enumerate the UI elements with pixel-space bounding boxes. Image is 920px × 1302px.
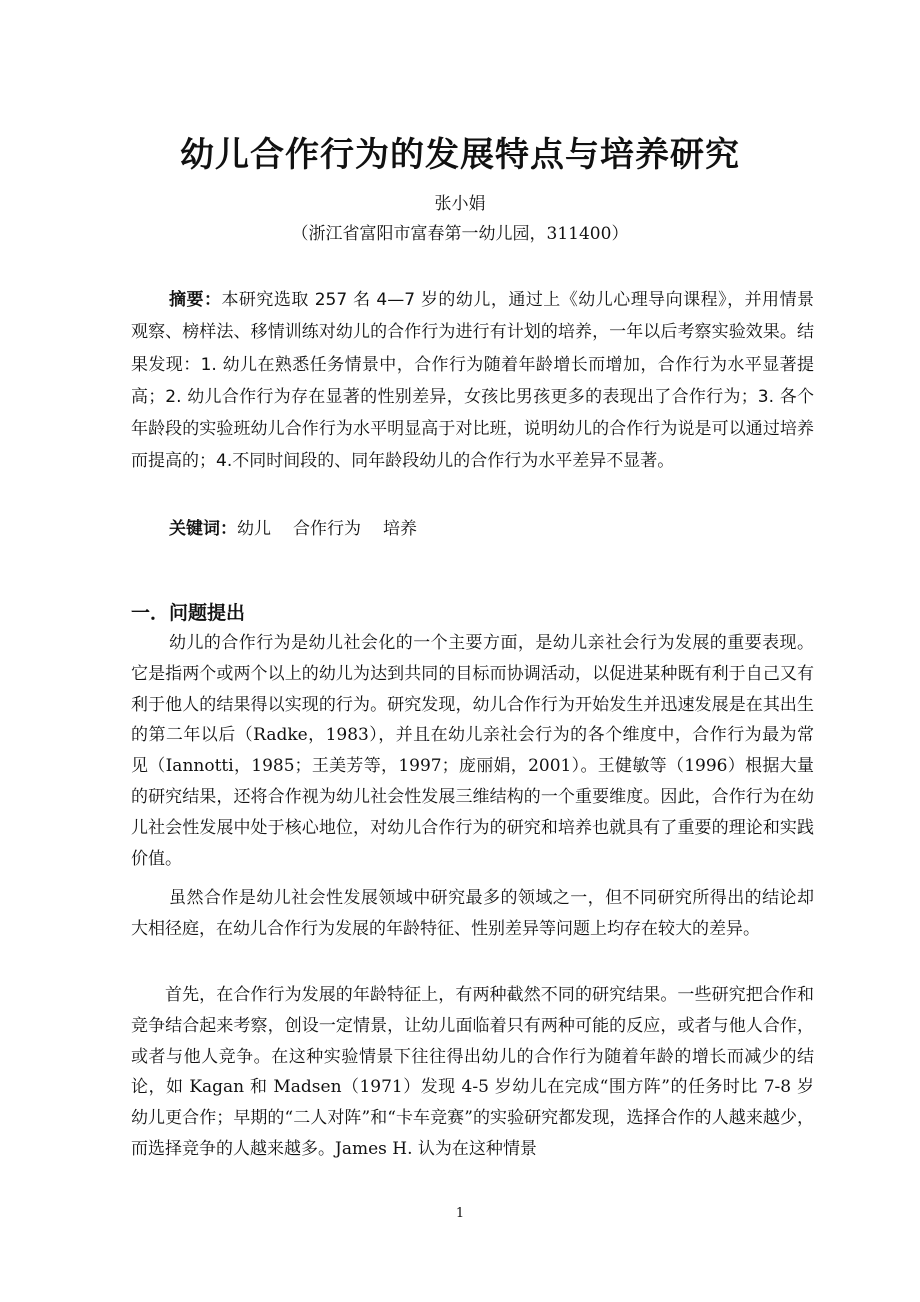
- abstract-text: 本研究选取 257 名 4—7 岁的幼儿，通过上《幼儿心理导向课程》，并用情景观察、榜样法、移情训练对幼儿的合作行为进行有计划的培养，一年以后考察实验效果。结果发现：1. 幼儿在熟悉任务情景中，合作行为随着年龄增长而增加，合作行为水平显著提高；2. 幼儿合作行为存在显著的性别差异，女孩比男孩更多的表现出了合作行为；3. 各个年龄段的实验班幼儿合作行为水平明显高于对比班，说明幼儿的合作行为说是可以通过培养而提高的；4.不同时间段的、同年龄段幼儿的合作行为水平差异不显著。: [131, 290, 815, 472]
- page-number: 1: [455, 1206, 465, 1221]
- author-name: 张小娟: [434, 194, 486, 214]
- paper-title: 幼儿合作行为的发展特点与培养研究: [180, 135, 740, 175]
- body-paragraph: 虽然合作是幼儿社会性发展领域中研究最多的领域之一，但不同研究所得出的结论却大相径庭，在幼儿合作行为发展的年龄特征、性别差异等问题上均存在较大的差异。: [131, 888, 814, 939]
- author-affiliation: （浙江省富阳市富春第一幼儿园，311400）: [291, 224, 629, 244]
- keyword: 合作行为: [293, 519, 361, 539]
- body-paragraph: 首先，在合作行为发展的年龄特征上，有两种截然不同的研究结果。一些研究把合作和竞争结合起来考察，创设一定情景，让幼儿面临着只有两种可能的反应，或者与他人合作，或者与他人竞争。在这种实验情景下往往得出幼儿的合作行为随着年龄的增长而减少的结论，如 Kagan 和 Madsen（1971）发现 4-5 岁幼儿在完成“围方阵”的任务时比 7-8 岁幼儿更合作；早期的“二人对阵”和“卡车竞赛”的实验研究都发现，选择合作的人越来越少，而选择竞争的人越来越多。James H. 认为在这种情景: [131, 985, 814, 1159]
- section-heading: 一．问题提出: [131, 602, 246, 624]
- keyword: 幼儿: [237, 519, 271, 539]
- body-paragraph: 幼儿的合作行为是幼儿社会化的一个主要方面，是幼儿亲社会行为发展的重要表现。它是指两个或两个以上的幼儿为达到共同的目标而协调活动，以促进某种既有利于自己又有利于他人的结果得以实现的行为。研究发现，幼儿合作行为开始发生并迅速发展是在其出生的第二年以后（Radke，1983），并且在幼儿亲社会行为的各个维度中，合作行为最为常见（Iannotti，1985；王美芳等，1997；庞丽娟，2001）。王健敏等（1996）根据大量的研究结果，还将合作视为幼儿社会性发展三维结构的一个重要维度。因此，合作行为在幼儿社会性发展中处于核心地位，对幼儿合作行为的研究和培养也就具有了重要的理论和实践价值。: [131, 633, 814, 869]
- keywords-label: 关键词：: [169, 519, 237, 539]
- abstract: [131, 284, 814, 478]
- keywords: [169, 513, 439, 545]
- keyword: 培养: [383, 519, 417, 539]
- abstract-label: 摘要：: [169, 290, 222, 310]
